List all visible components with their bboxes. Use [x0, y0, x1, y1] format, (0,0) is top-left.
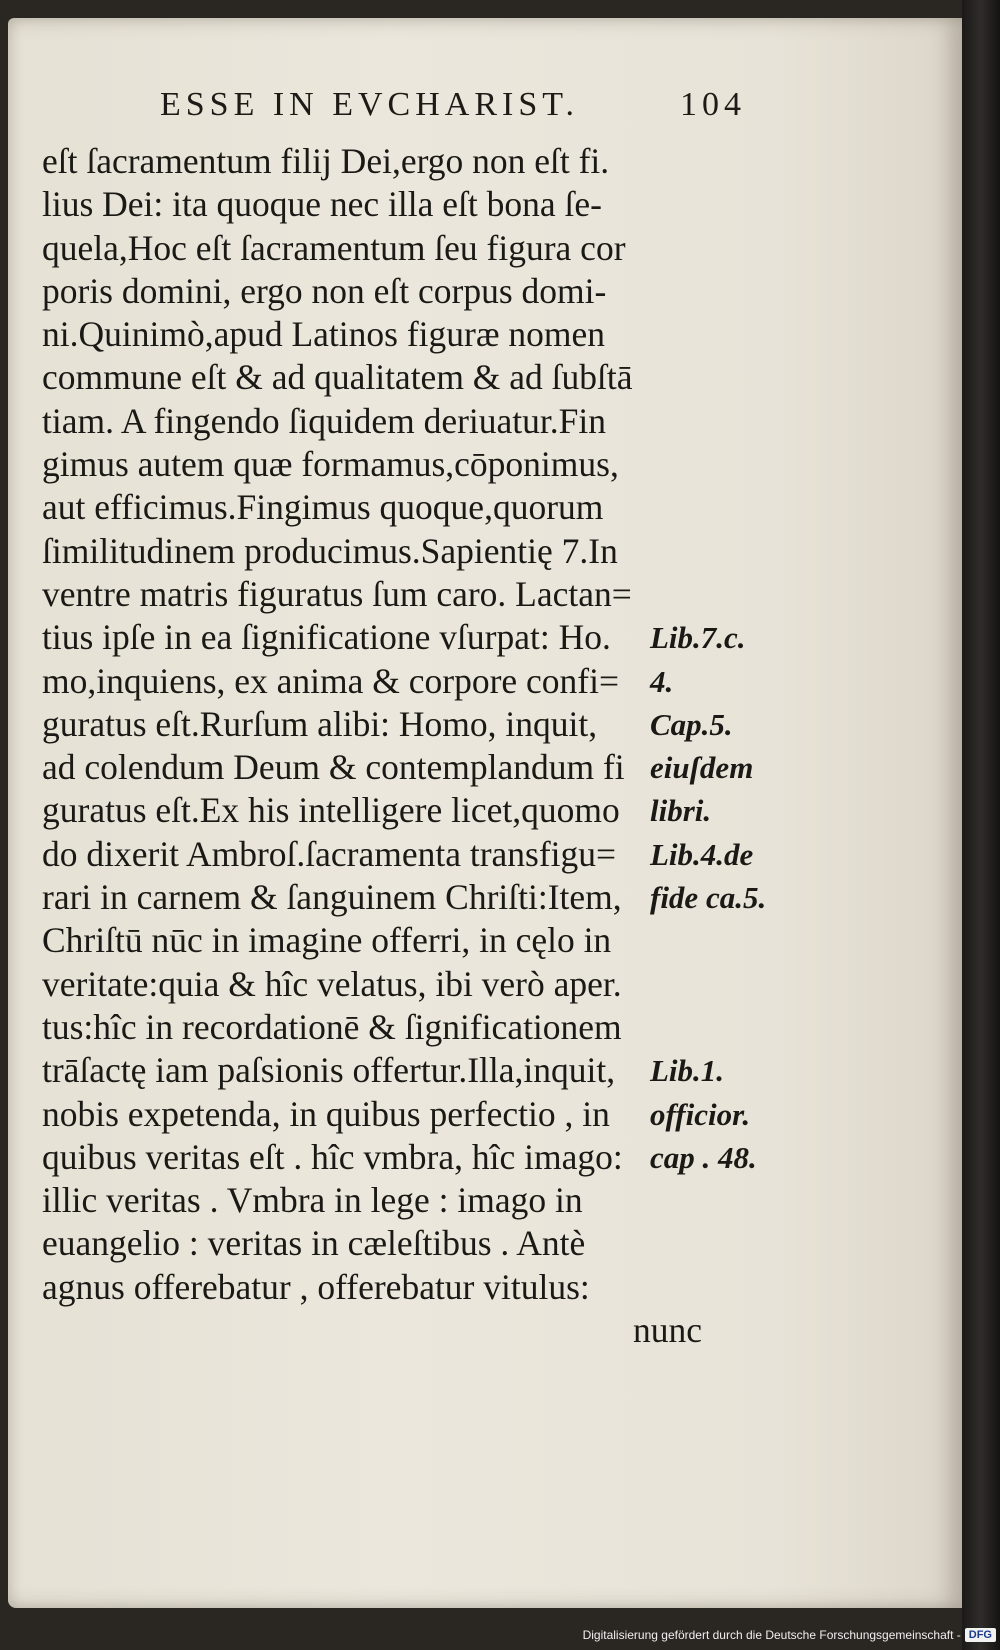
- text-line: poris domini, ergo non eſt corpus domi-: [42, 270, 607, 311]
- text-line: do dixerit Ambroſ.ſacramenta transfigu=: [42, 833, 617, 874]
- margin-note: Lib.1.: [650, 1053, 725, 1089]
- dfg-logo: DFG: [965, 1628, 996, 1642]
- text-line: tiam. A fingendo ſiquidem deriuatur.Fin: [42, 400, 606, 441]
- margin-note: eiuſdem: [650, 750, 754, 786]
- text-line: gimus autem quæ formamus,cōponimus,: [42, 444, 619, 485]
- text-line: trāſactę iam paſsionis offertur.Illa,inquit,: [42, 1050, 616, 1091]
- text-line: ſimilitudinem producimus.Sapientię 7.In: [42, 530, 618, 571]
- catchword: nunc: [632, 1310, 702, 1351]
- text-line: agnus offerebatur , offerebatur vitulus:: [42, 1266, 590, 1307]
- margin-note: Lib.4.de: [650, 836, 754, 872]
- margin-notes: [650, 140, 880, 1309]
- margin-note: cap . 48.: [650, 1139, 757, 1175]
- margin-note: 4.: [650, 663, 674, 699]
- text-line: ad colendum Deum & contemplandum fi: [42, 747, 625, 788]
- text-line: rari in carnem & ſanguinem Chriſti:Item,: [42, 877, 622, 918]
- margin-note: Cap.5.: [650, 706, 733, 742]
- text-line: guratus eſt.Rurſum alibi: Homo, inquit,: [42, 703, 598, 744]
- book-spine-edge: [962, 0, 1000, 1650]
- margin-note: fide ca.5.: [650, 880, 767, 916]
- text-line: eſt ſacramentum filij Dei,ergo non eſt fi.: [42, 141, 610, 181]
- text-line: ni.Quinimò,apud Latinos figuræ nomen: [42, 314, 606, 355]
- footer-text: Digitalisierung gefördert durch die Deutsche Forschungsgemeinschaft -: [582, 1628, 961, 1642]
- running-head-title: ESSE IN EVCHARIST.: [160, 86, 579, 123]
- page-number: 104: [680, 86, 746, 123]
- margin-note: libri.: [650, 793, 712, 829]
- show-through-text: [36, 1378, 43, 1408]
- text-line: tus:hîc in recordationē & ſignificationem: [42, 1006, 622, 1047]
- text-line: guratus eſt.Ex his intelligere licet,quomo: [42, 790, 620, 831]
- text-line: quibus veritas eſt . hîc vmbra, hîc imago:: [42, 1136, 623, 1177]
- text-line: tius ipſe in ea ſignificatione vſurpat: Ho.: [42, 617, 611, 658]
- text-line: lius Dei: ita quoque nec illa eſt bona ſe-: [42, 184, 602, 225]
- digitization-footer: [583, 1622, 996, 1648]
- margin-note: officior.: [650, 1096, 751, 1132]
- margin-note: Lib.7.c.: [650, 620, 746, 656]
- text-line: veritate:quia & hîc velatus, ibi verò aper.: [42, 963, 622, 1004]
- text-line: illic veritas . Vmbra in lege : imago in: [42, 1180, 583, 1221]
- text-line: commune eſt & ad qualitatem & ad ſubſtā: [42, 357, 633, 398]
- text-line: mo,inquiens, ex anima & corpore confi=: [42, 660, 620, 701]
- text-line: ventre matris figuratus ſum caro. Lactan=: [42, 573, 632, 614]
- text-line: quela,Hoc eſt ſacramentum ſeu figura cor: [42, 227, 626, 268]
- text-line: euangelio : veritas in cæleſtibus . Antè: [42, 1223, 586, 1264]
- text-line: aut efficimus.Fingimus quoque,quorum: [42, 487, 604, 528]
- text-line: nobis expetenda, in quibus perfectio , in: [42, 1093, 610, 1134]
- text-line: Chriſtū nūc in imagine offerri, in cęlo in: [42, 920, 612, 961]
